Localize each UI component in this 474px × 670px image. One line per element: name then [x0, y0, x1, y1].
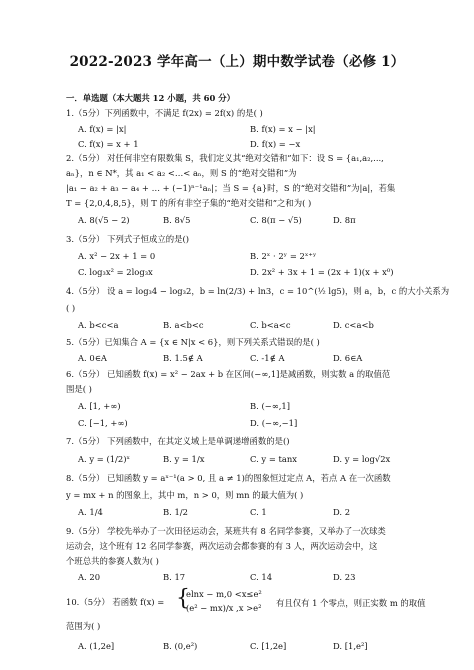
question-5-stem: 5.（5分）已知集合 A = {x ∈ N|x < 6}，则下列关系式错误的是( )	[66, 337, 320, 347]
question-3-stem: 3.（5分） 下列式子恒成立的是()	[66, 234, 190, 244]
question-2-option-d[interactable]: D. 8π	[333, 215, 356, 225]
question-10-piece-1: elnx − m,0 <x≤e²	[186, 589, 262, 599]
question-9-option-a[interactable]: A. 20	[78, 572, 101, 582]
question-9-option-d[interactable]: D. 23	[333, 572, 356, 582]
question-3-option-b[interactable]: B. 2ˣ · 2ʸ = 2ˣ⁺ʸ	[250, 251, 317, 261]
question-4-option-a[interactable]: A. b<c<a	[78, 320, 119, 330]
question-10-option-a[interactable]: A. (1,2e]	[78, 641, 115, 651]
question-6-option-a[interactable]: A. [1, +∞)	[78, 401, 121, 411]
question-9-line-2: 运动会，这个班有 12 名同学参赛，两次运动会都参赛的有 3 人，两次运动会中，这	[66, 541, 378, 551]
question-3-option-c[interactable]: C. log₃x² = 2log₃x	[78, 267, 153, 277]
question-2-option-a[interactable]: A. 8(√5 − 2)	[78, 215, 130, 225]
question-8-option-b[interactable]: B. 1/2	[163, 507, 188, 517]
exam-title: 2022-2023 学年高一（上）期中数学试卷（必修 1）	[69, 54, 405, 70]
question-4-option-c[interactable]: C. b<a<c	[250, 320, 291, 330]
question-6-line-2: 围是( )	[66, 384, 92, 394]
question-10-head: 10.（5分） 若函数 f(x) =	[66, 597, 165, 607]
question-5-option-d[interactable]: D. 6∈A	[333, 353, 363, 363]
question-3-option-a[interactable]: A. x² − 2x + 1 = 0	[78, 251, 156, 261]
question-6-line-1: 6.（5分） 已知函数 f(x) = x² − 2ax + b 在区间(−∞,1]是减函数，则实数 a 的取值范	[66, 369, 391, 379]
question-8-option-d[interactable]: D. 2	[333, 507, 351, 517]
question-1-option-a[interactable]: A. f(x) = |x|	[78, 124, 127, 134]
question-10-piece-2: (e² − mx)/x ,x >e²	[186, 603, 262, 613]
question-3-option-d[interactable]: D. 2x² + 3x + 1 = (2x + 1)(x + x⁰)	[250, 267, 394, 277]
question-8-option-a[interactable]: A. 1/4	[78, 507, 103, 517]
question-2-option-b[interactable]: B. 8√5	[163, 215, 191, 225]
question-4-option-d[interactable]: D. c<a<b	[333, 320, 374, 330]
question-8-line-1: 8.（5分） 已知函数 y = aˣ⁻¹(a > 0, 且 a ≠ 1)的图象恒过定点 A，若点 A 在一次函数	[66, 473, 391, 483]
question-10-tail: 有且仅有 1 个零点，则正实数 m 的取值	[276, 598, 426, 608]
question-7-option-b[interactable]: B. y = 1/x	[163, 454, 205, 464]
question-2-option-c[interactable]: C. 8(π − √5)	[250, 215, 302, 225]
question-1-option-b[interactable]: B. f(x) = x − |x|	[250, 124, 316, 134]
question-9-option-c[interactable]: C. 14	[250, 572, 273, 582]
section-heading: 一．单选题（本大题共 12 小题，共 60 分）	[66, 93, 235, 103]
question-5-option-a[interactable]: A. 0∈A	[78, 353, 107, 363]
piecewise-brace: {	[176, 586, 190, 611]
question-5-option-b[interactable]: B. 1.5∉ A	[163, 353, 203, 363]
question-6-option-c[interactable]: C. [−1, +∞)	[78, 418, 128, 428]
question-5-option-c[interactable]: C. -1∉ A	[250, 353, 285, 363]
question-8-option-c[interactable]: C. 1	[250, 507, 267, 517]
question-2-line-2: aₙ}，n ∈ N*，其 a₁ < a₂ <…< aₙ，则 S 的“绝对交错和”为	[66, 168, 297, 178]
question-7-option-a[interactable]: A. y = (1/2)ˣ	[78, 454, 131, 464]
question-9-line-1: 9.（5分） 学校先举办了一次田径运动会，某班共有 8 名同学参赛，又举办了一次球类	[66, 526, 386, 536]
question-10-option-d[interactable]: D. [1,e²]	[333, 641, 368, 651]
question-6-option-b[interactable]: B. (−∞,1]	[250, 401, 290, 411]
question-7-option-d[interactable]: D. y = log√2x	[333, 454, 391, 464]
question-2-line-4: T = {2,0,4,8,5}，则 T 的所有非空子集的“绝对交错和”之和为( )	[66, 198, 312, 208]
question-10-option-b[interactable]: B. (0,e²)	[163, 641, 198, 651]
question-1-stem: 1.（5分）下列函数中，不满足 f(2x) = 2f(x) 的是( )	[66, 108, 263, 118]
question-2-line-1: 2.（5分） 对任何非空有限数集 S，我们定义其“绝对交错和”如下：设 S = {a₁,a₂,...,	[66, 153, 384, 163]
question-4-option-b[interactable]: B. a<b<c	[163, 320, 204, 330]
question-2-line-3: |a₁ − a₂ + a₃ − a₄ + … + (−1)ⁿ⁻¹aₙ|；当 S = {a}时，S 的“绝对交错和”为|a|，若集	[66, 183, 396, 193]
question-4-line-2: ( )	[66, 303, 76, 313]
question-8-line-2: y = mx + n 的图象上，其中 m，n > 0，则 mn 的最大值为( )	[66, 490, 304, 500]
question-4-line-1: 4.（5分） 设 a = log₃4 − log₃2，b = ln(2/3) + ln3，c = 10^(½ lg5)，则 a，b，c 的大小关系为	[66, 286, 450, 296]
question-7-stem: 7.（5分） 下列函数中，在其定义域上是单调递增函数的是()	[66, 436, 290, 446]
question-1-option-d[interactable]: D. f(x) = −x	[250, 139, 301, 149]
question-6-option-d[interactable]: D. (−∞,−1]	[250, 418, 298, 428]
question-9-option-b[interactable]: B. 17	[163, 572, 186, 582]
question-10-line-2: 范围为( )	[66, 621, 101, 631]
question-1-option-c[interactable]: C. f(x) = x + 1	[78, 139, 139, 149]
question-9-line-3: 个班总共的参赛人数为( )	[66, 556, 159, 566]
question-7-option-c[interactable]: C. y = tanx	[250, 454, 297, 464]
question-10-option-c[interactable]: C. [1,2e]	[250, 641, 287, 651]
